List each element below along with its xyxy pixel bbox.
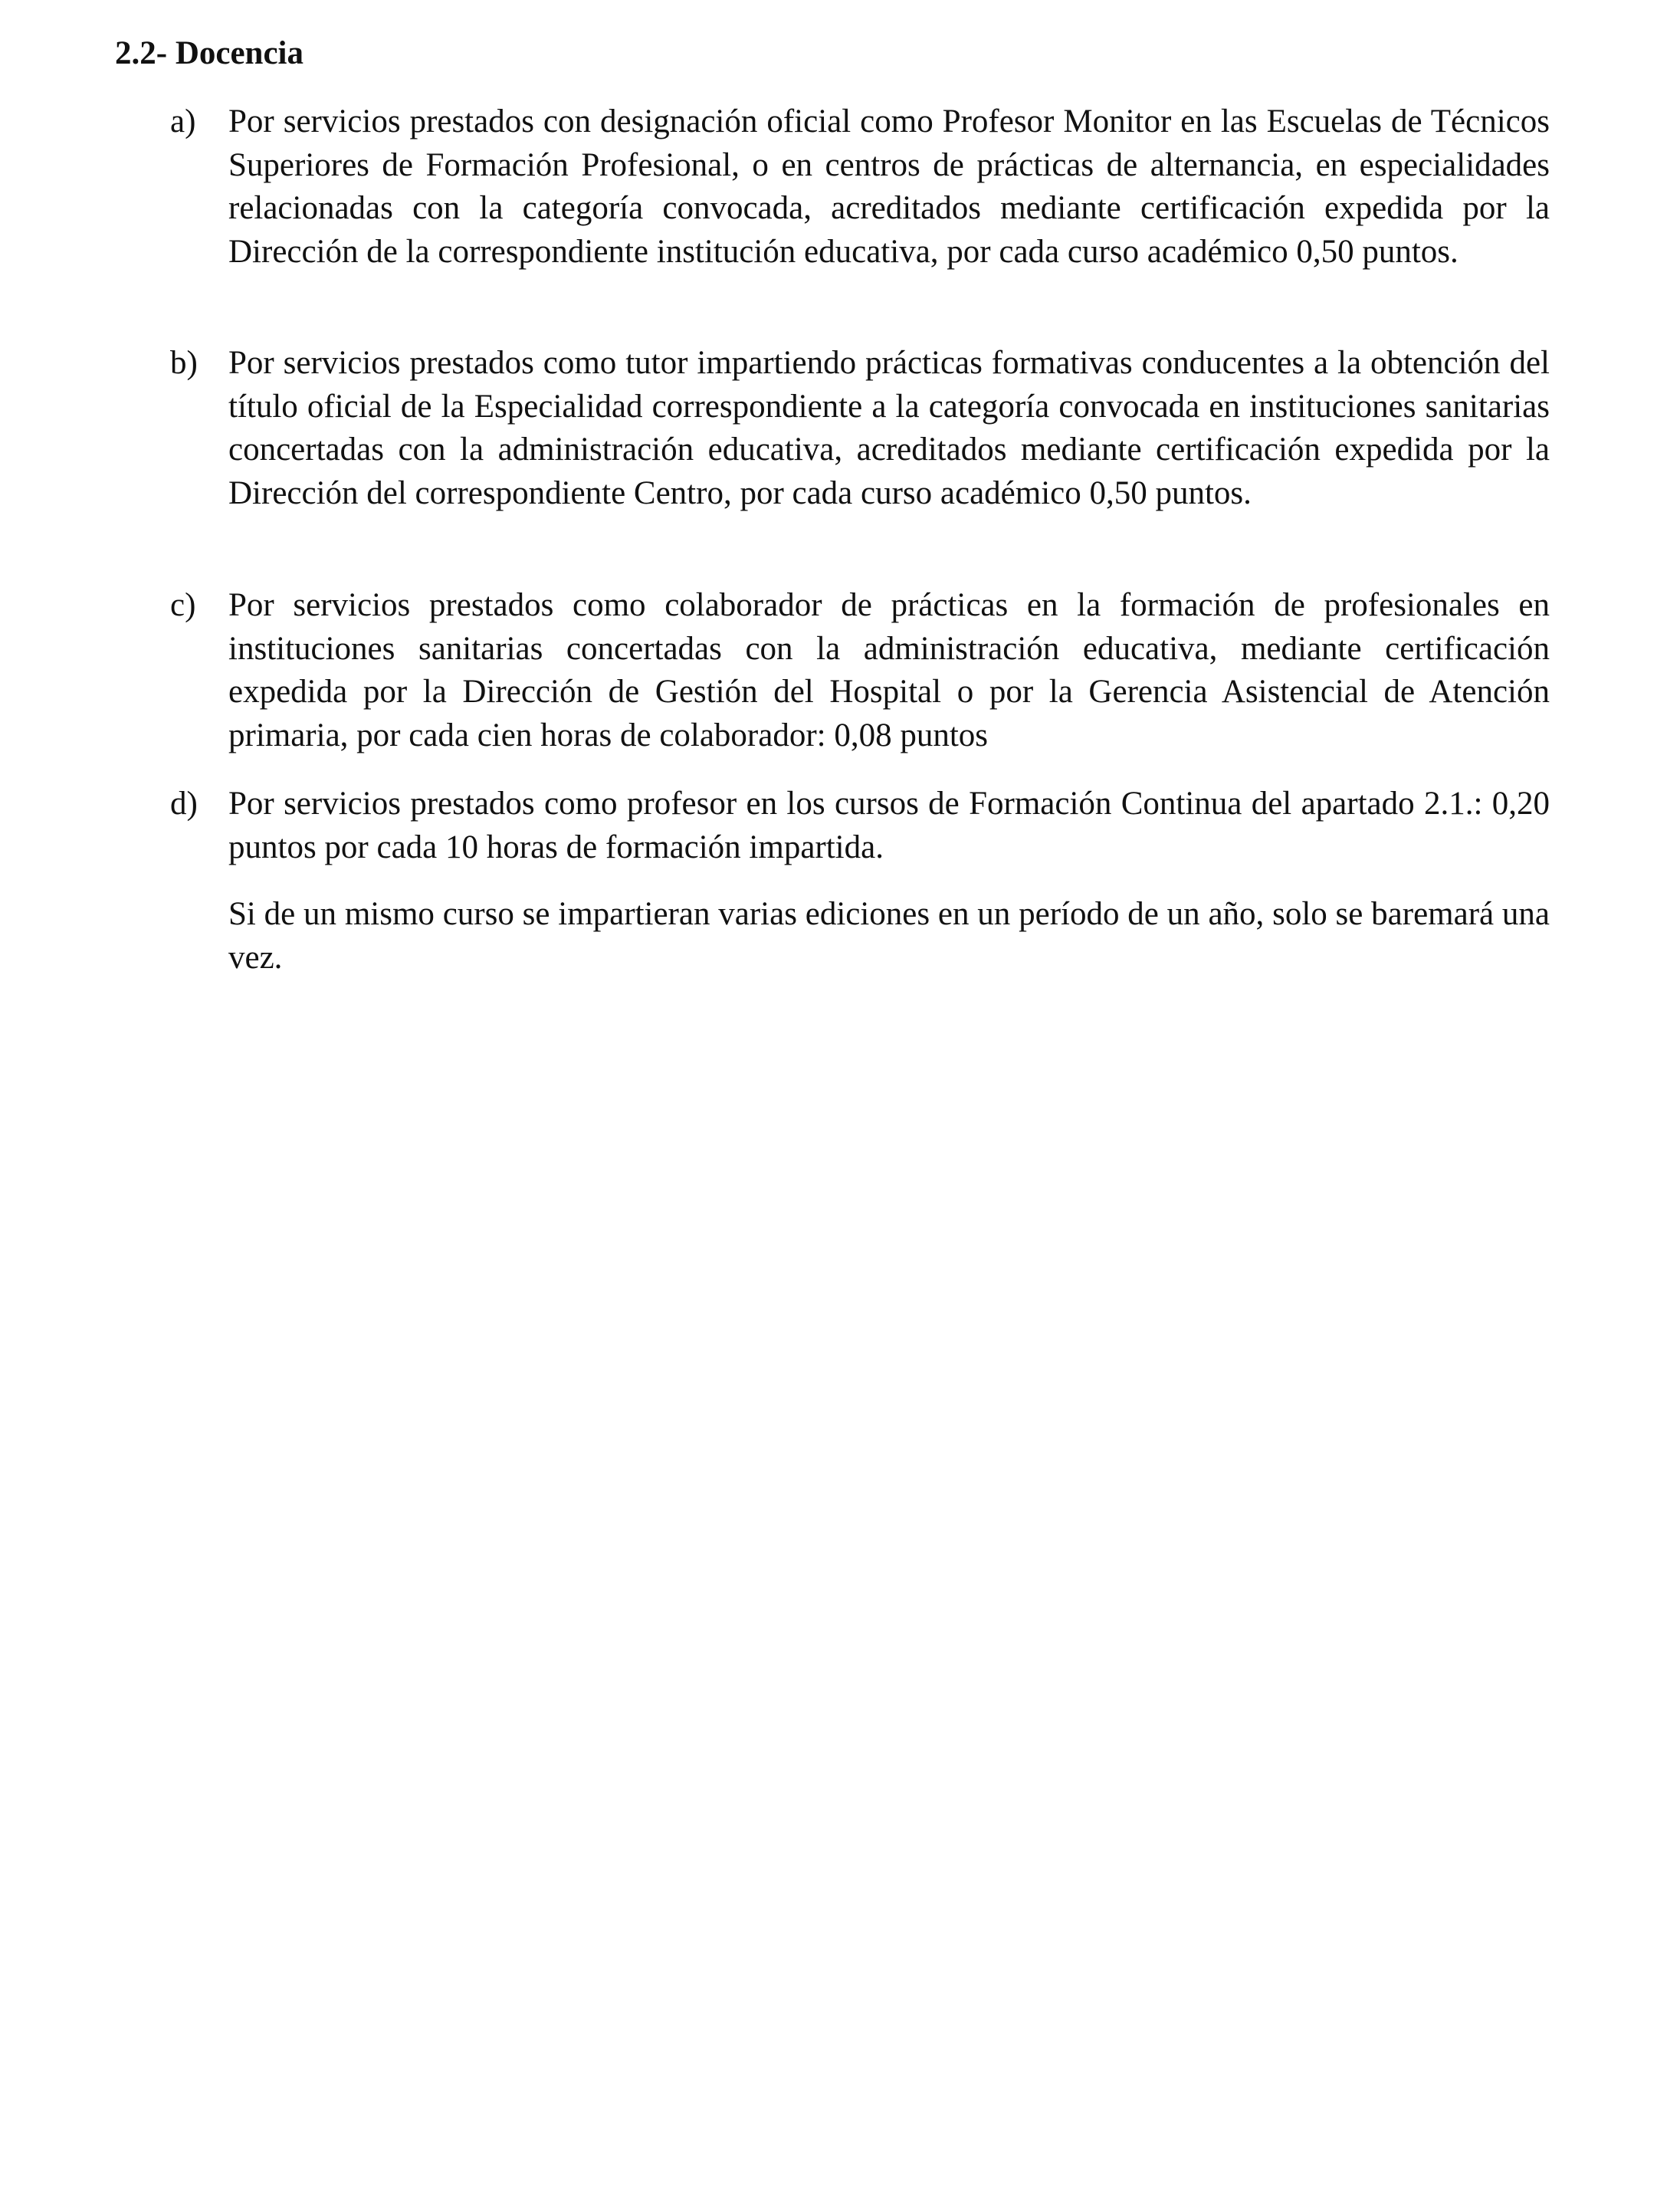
list-marker-c: c): [170, 587, 196, 623]
section-title: 2.2- Docencia: [115, 35, 304, 71]
list-marker-b: b): [170, 345, 198, 381]
list-text-b: Por servicios prestados como tutor impartiendo prácticas formativas conducentes a la obtención del título oficial de la Especialidad correspondiente a la categoría convocada en instituciones sanitarias concertadas con la administración educativa, acreditados mediante certificación expedida por la Dirección del correspondiente Centro, por cada curso académico 0,50 puntos.: [228, 345, 1550, 511]
list-marker-a: a): [170, 103, 196, 139]
list-item-a: [170, 100, 1550, 274]
list-marker-d: d): [170, 786, 198, 822]
list-item-d: [170, 783, 1550, 869]
list-item-c: [170, 584, 1550, 757]
list-text-c: Por servicios prestados como colaborador de prácticas en la formación de profesionales en instituciones sanitarias concertadas con la administración educativa, mediante certificación expedida por la Dirección de Gestión del Hospital o por la Gerencia Asistencial de Atención primaria, por cada cien horas de colaborador: 0,08 puntos: [228, 587, 1550, 753]
list-text-a: Por servicios prestados con designación oficial como Profesor Monitor en las Escuelas de Técnicos Superiores de Formación Profesional, o en centros de prácticas de alternancia, en especialidades relacionadas con la categoría convocada, acreditados mediante certificación expedida por la Dirección de la correspondiente institución educativa, por cada curso académico 0,50 puntos.: [228, 103, 1550, 270]
item-d-note-paragraph: Si de un mismo curso se impartieran varias ediciones en un período de un año, solo se baremará una vez.: [228, 896, 1550, 976]
list-text-d: Por servicios prestados como profesor en los cursos de Formación Continua del apartado 2.1.: 0,20 puntos por cada 10 horas de formación impartida.: [228, 786, 1550, 865]
list-item-b: [170, 342, 1550, 515]
